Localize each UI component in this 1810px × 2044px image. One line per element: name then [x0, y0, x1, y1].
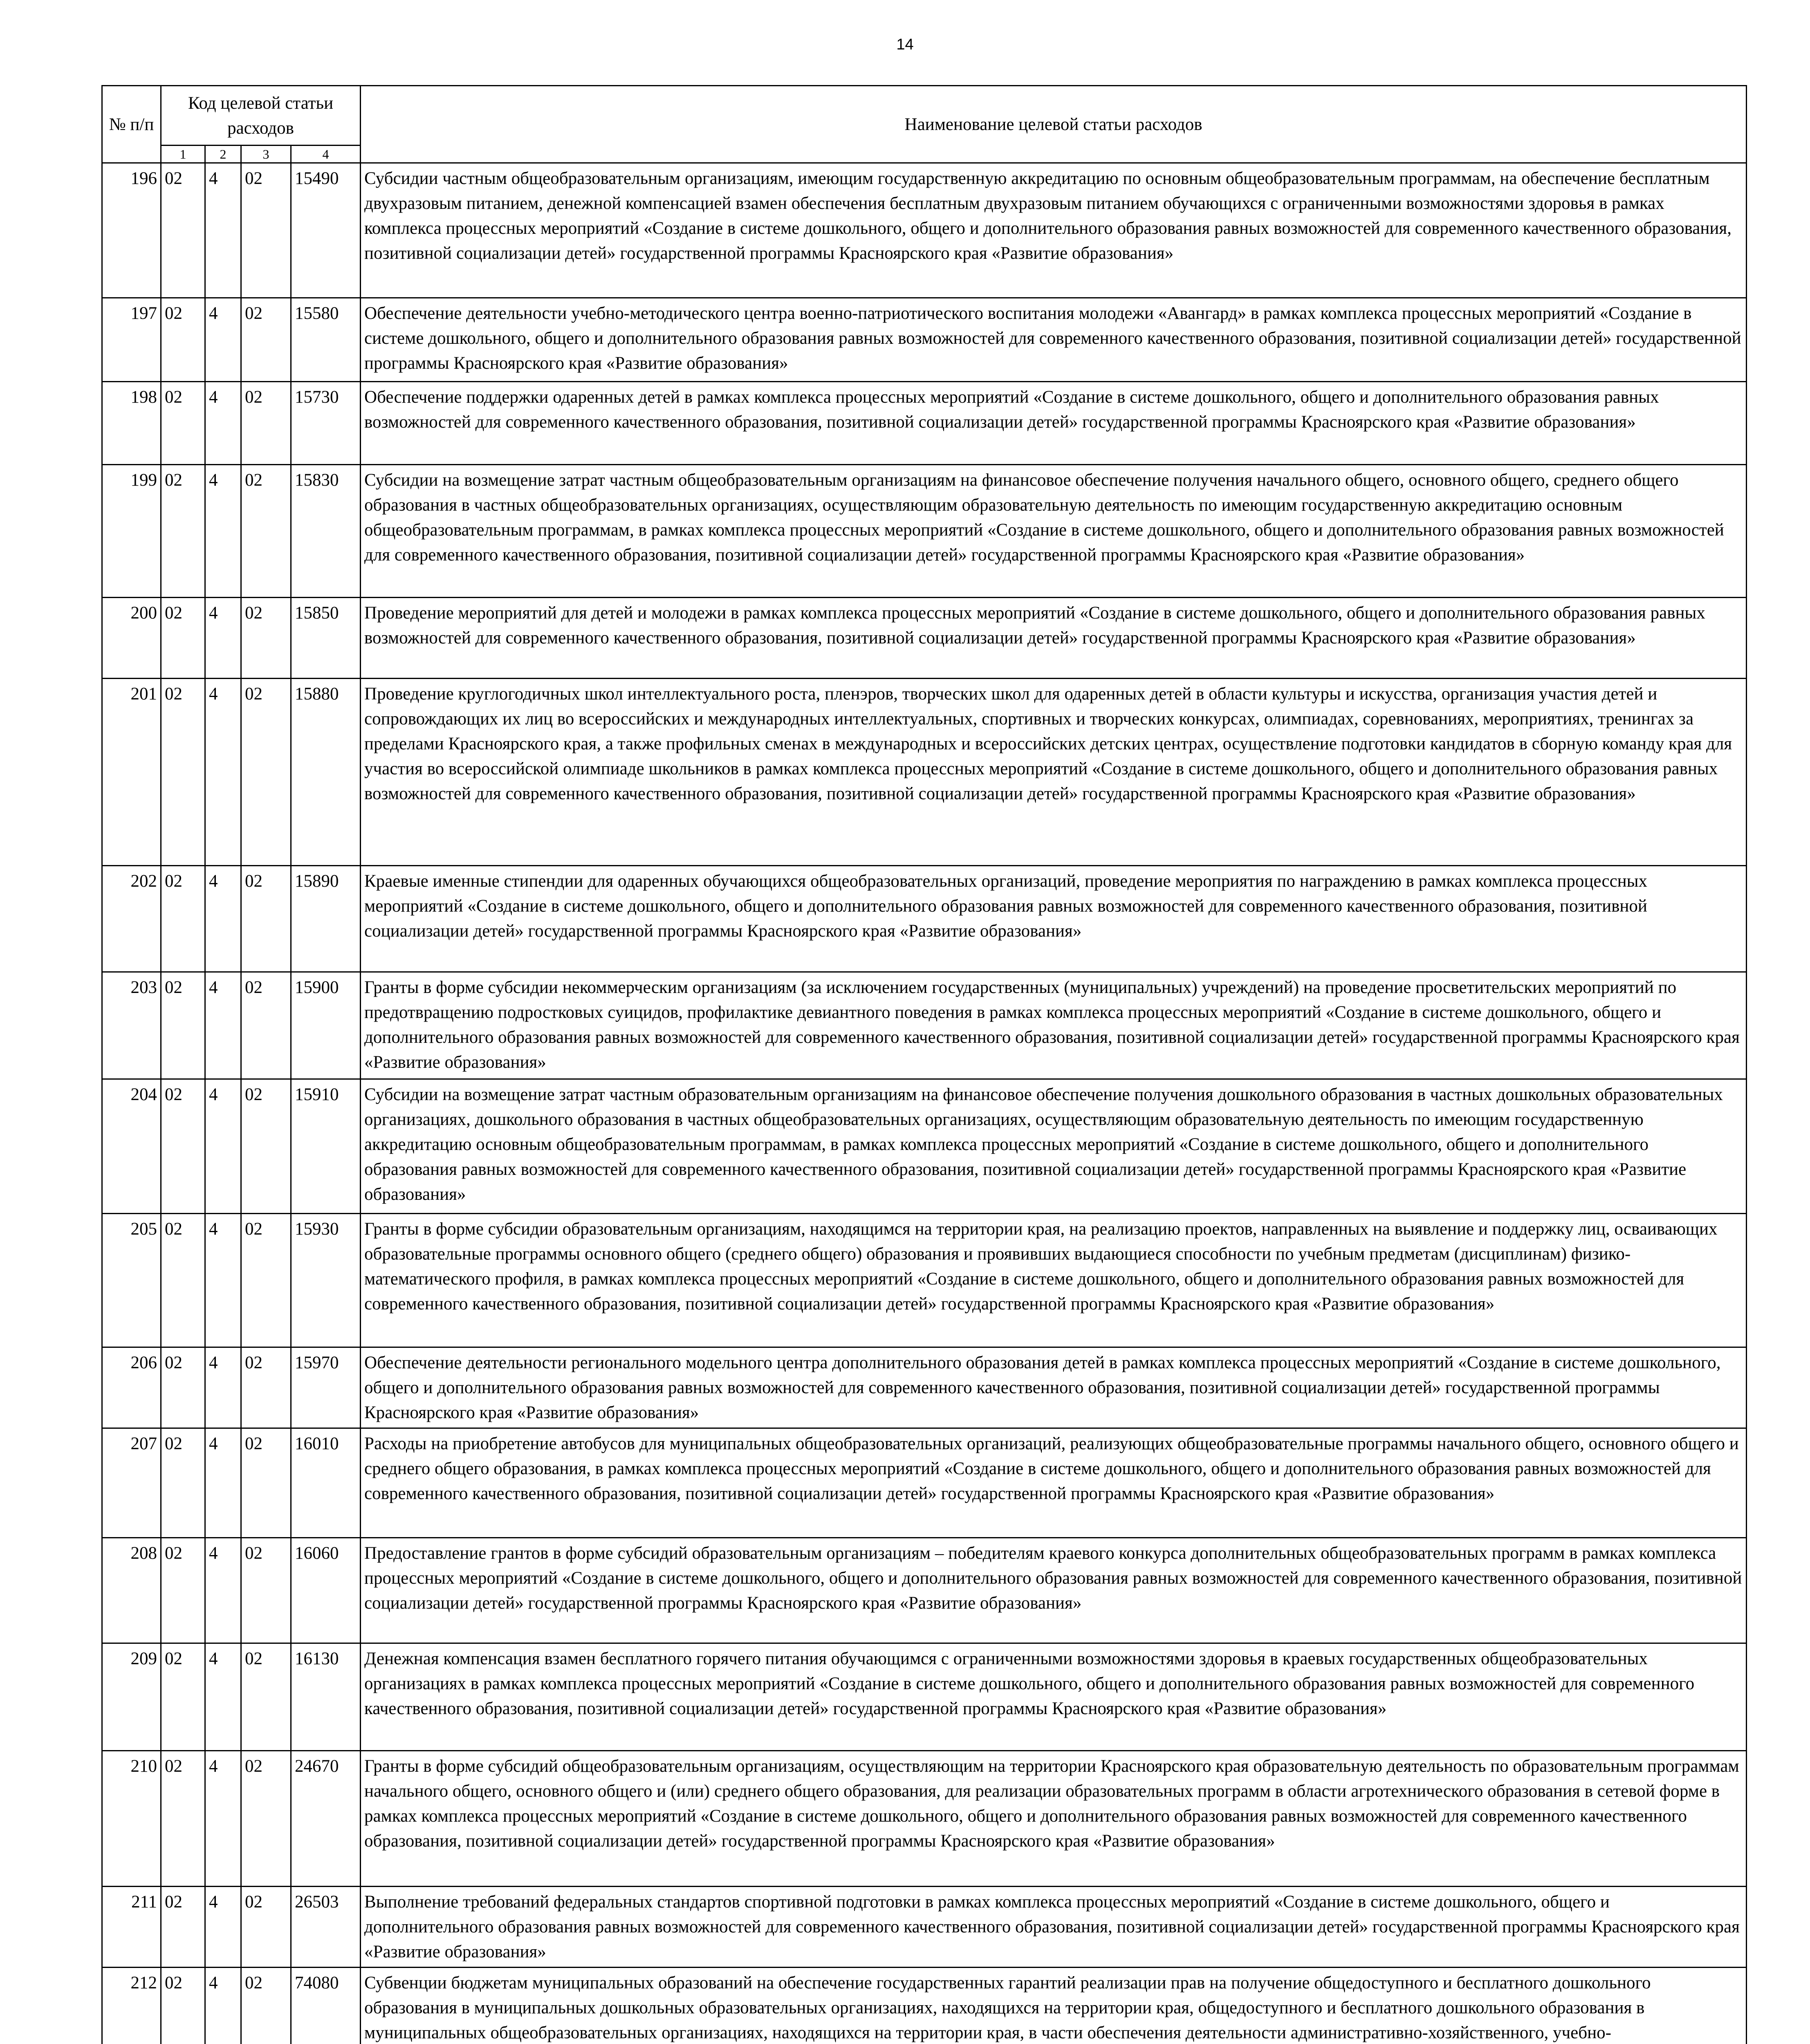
code-part-3: 02: [241, 679, 291, 866]
code-part-1: 02: [161, 1214, 205, 1347]
code-part-4: 15850: [291, 598, 361, 679]
code-part-4: 15830: [291, 465, 361, 598]
table-row: [102, 382, 1747, 465]
code-part-2: 4: [205, 972, 241, 1079]
code-part-1: 02: [161, 1968, 205, 2044]
page-number: 14: [896, 36, 914, 53]
code-part-3: 02: [241, 1347, 291, 1428]
row-number: 208: [102, 1538, 161, 1643]
code-part-3: 02: [241, 866, 291, 972]
row-number: 202: [102, 866, 161, 972]
expense-item-name: Обеспечение деятельности учебно-методического центра военно-патриотического воспитания молодежи «Авангард» в рамках комплекса процессных мероприятий «Создание в системе дошкольного, общего и дополнительного образования равных возможностей для современного качественного образования, позитивной социализации детей» государственной программы Красноярского края «Развитие образования»: [361, 298, 1747, 382]
target-expense-items-table: [101, 85, 1747, 2044]
code-part-4: 16130: [291, 1643, 361, 1751]
table-row: [102, 1079, 1747, 1214]
expense-item-name: Субсидии частным общеобразовательным организациям, имеющим государственную аккредитацию по основным общеобразовательным программам, на обеспечение бесплатным двухразовым питанием, денежной компенсацией взамен обеспечения бесплатным двухразовым питанием обучающихся с ограниченными возможностями здоровья в рамках комплекса процессных мероприятий «Создание в системе дошкольного, общего и дополнительного образования равных возможностей для современного качественного образования, позитивной социализации детей» государственной программы Красноярского края «Развитие образования»: [361, 163, 1747, 298]
code-part-2: 4: [205, 598, 241, 679]
table-row: [102, 1538, 1747, 1643]
code-part-2: 4: [205, 1968, 241, 2044]
row-number: 207: [102, 1428, 161, 1538]
code-part-1: 02: [161, 866, 205, 972]
table-row: [102, 1643, 1747, 1751]
code-part-3: 02: [241, 382, 291, 465]
expense-item-name: Субвенции бюджетам муниципальных образований на обеспечение государственных гарантий реализации прав на получение общедоступного и бесплатного дошкольного образования в муниципальных дошкольных образовательных организациях, находящихся на территории края, общедоступного и бесплатного дошкольного образования в муниципальных общеобразовательных организациях, находящихся на территории края, в части обеспечения деятельности административно-хозяйственного, учебно-: [361, 1968, 1747, 2044]
expense-item-name: Краевые именные стипендии для одаренных обучающихся общеобразовательных организаций, проведение мероприятия по награждению в рамках комплекса процессных мероприятий «Создание в системе дошкольного, общего и дополнительного образования равных возможностей для современного качественного образования, позитивной социализации детей» государственной программы Красноярского края «Развитие образования»: [361, 866, 1747, 972]
code-part-1: 02: [161, 598, 205, 679]
code-part-3: 02: [241, 1079, 291, 1214]
code-part-2: 4: [205, 1887, 241, 1968]
expense-item-name: Обеспечение деятельности регионального модельного центра дополнительного образования детей в рамках комплекса процессных мероприятий «Создание в системе дошкольного, общего и дополнительного образования равных возможностей для современного качественного образования, позитивной социализации детей» государственной программы Красноярского края «Развитие образования»: [361, 1347, 1747, 1428]
code-part-1: 02: [161, 1887, 205, 1968]
code-part-2: 4: [205, 1428, 241, 1538]
code-part-4: 15970: [291, 1347, 361, 1428]
row-number: 200: [102, 598, 161, 679]
code-part-1: 02: [161, 298, 205, 382]
column-number-4: 4: [291, 146, 361, 163]
column-number-1: 1: [161, 146, 205, 163]
code-part-3: 02: [241, 1968, 291, 2044]
code-part-2: 4: [205, 298, 241, 382]
code-part-1: 02: [161, 1643, 205, 1751]
code-part-3: 02: [241, 1751, 291, 1887]
code-part-2: 4: [205, 1751, 241, 1887]
code-part-2: 4: [205, 679, 241, 866]
row-number: 210: [102, 1751, 161, 1887]
expense-item-name: Гранты в форме субсидий общеобразовательным организациям, осуществляющим на территории Красноярского края образовательную деятельность по образовательным программам начального общего, основного общего и (или) среднего общего образования, для реализации образовательных программ в области агротехнического образования в сетевой форме в рамках комплекса процессных мероприятий «Создание в системе дошкольного, общего и дополнительного образования равных возможностей для современного качественного образования, позитивной социализации детей» государственной программы Красноярского края «Развитие образования»: [361, 1751, 1747, 1887]
code-part-3: 02: [241, 1428, 291, 1538]
code-part-3: 02: [241, 1887, 291, 1968]
code-part-4: 15910: [291, 1079, 361, 1214]
table-row: [102, 1214, 1747, 1347]
code-part-3: 02: [241, 465, 291, 598]
header-expense-code: Код целевой статьи расходов: [161, 86, 361, 146]
column-number-2: 2: [205, 146, 241, 163]
code-part-3: 02: [241, 1643, 291, 1751]
code-part-2: 4: [205, 465, 241, 598]
code-part-4: 15890: [291, 866, 361, 972]
table-row: [102, 465, 1747, 598]
table-row: [102, 598, 1747, 679]
row-number: 209: [102, 1643, 161, 1751]
expense-item-name: Денежная компенсация взамен бесплатного горячего питания обучающимся с ограниченными возможностями здоровья в краевых государственных общеобразовательных организациях в рамках комплекса процессных мероприятий «Создание в системе дошкольного, общего и дополнительного образования равных возможностей для современного качественного образования, позитивной социализации детей» государственной программы Красноярского края «Развитие образования»: [361, 1643, 1747, 1751]
code-part-2: 4: [205, 866, 241, 972]
code-part-1: 02: [161, 382, 205, 465]
code-part-4: 74080: [291, 1968, 361, 2044]
table-row: [102, 298, 1747, 382]
code-part-2: 4: [205, 382, 241, 465]
expense-item-name: Гранты в форме субсидии образовательным организациям, находящимся на территории края, на реализацию проектов, направленных на выявление и поддержку лиц, осваивающих образовательные программы основного общего (среднего общего) образования и проявивших выдающиеся способности по учебным предметам (дисциплинам) физико-математического профиля, в рамках комплекса процессных мероприятий «Создание в системе дошкольного, общего и дополнительного образования равных возможностей для современного качественного образования, позитивной социализации детей» государственной программы Красноярского края «Развитие образования»: [361, 1214, 1747, 1347]
table-row: [102, 866, 1747, 972]
table-row: [102, 1751, 1747, 1887]
table-row: [102, 679, 1747, 866]
code-part-1: 02: [161, 1428, 205, 1538]
expense-item-name: Обеспечение поддержки одаренных детей в рамках комплекса процессных мероприятий «Создание в системе дошкольного, общего и дополнительного образования равных возможностей для современного качественного образования, позитивной социализации детей» государственной программы Красноярского края «Развитие образования»: [361, 382, 1747, 465]
row-number: 196: [102, 163, 161, 298]
code-part-4: 16010: [291, 1428, 361, 1538]
code-part-1: 02: [161, 1347, 205, 1428]
table-row: [102, 163, 1747, 298]
header-expense-name: Наименование целевой статьи расходов: [361, 86, 1747, 163]
code-part-4: 15880: [291, 679, 361, 866]
column-number-3: 3: [241, 146, 291, 163]
table-row: [102, 1428, 1747, 1538]
code-part-2: 4: [205, 1643, 241, 1751]
code-part-2: 4: [205, 1347, 241, 1428]
code-part-4: 16060: [291, 1538, 361, 1643]
code-part-2: 4: [205, 1538, 241, 1643]
row-number: 205: [102, 1214, 161, 1347]
code-part-1: 02: [161, 465, 205, 598]
expense-item-name: Субсидии на возмещение затрат частным общеобразовательным организациям на финансовое обеспечение получения начального общего, основного общего, среднего общего образования в частных общеобразовательных организациях, осуществляющим образовательную деятельность по имеющим государственную аккредитацию основным общеобразовательным программам, в рамках комплекса процессных мероприятий «Создание в системе дошкольного, общего и дополнительного образования равных возможностей для современного качественного образования, позитивной социализации детей» государственной программы Красноярского края «Развитие образования»: [361, 465, 1747, 598]
table-row: [102, 1347, 1747, 1428]
expense-item-name: Расходы на приобретение автобусов для муниципальных общеобразовательных организаций, реализующих общеобразовательные программы начального общего, основного общего и среднего общего образования, в рамках комплекса процессных мероприятий «Создание в системе дошкольного, общего и дополнительного образования равных возможностей для современного качественного образования, позитивной социализации детей» государственной программы Красноярского края «Развитие образования»: [361, 1428, 1747, 1538]
table-row: [102, 972, 1747, 1079]
code-part-3: 02: [241, 972, 291, 1079]
code-part-2: 4: [205, 163, 241, 298]
code-part-2: 4: [205, 1079, 241, 1214]
header-row-number: № п/п: [102, 86, 161, 163]
code-part-3: 02: [241, 1214, 291, 1347]
code-part-1: 02: [161, 679, 205, 866]
row-number: 197: [102, 298, 161, 382]
table-row: [102, 1887, 1747, 1968]
row-number: 203: [102, 972, 161, 1079]
expense-item-name: Субсидии на возмещение затрат частным образовательным организациям на финансовое обеспечение получения дошкольного образования в частных дошкольных образовательных организациях, дошкольного образования в частных общеобразовательных организациях, осуществляющим образовательную деятельность по имеющим государственную аккредитацию основным общеобразовательным программам, в рамках комплекса процессных мероприятий «Создание в системе дошкольного, общего и дополнительного образования равных возможностей для современного качественного образования, позитивной социализации детей» государственной программы Красноярского края «Развитие образования»: [361, 1079, 1747, 1214]
code-part-1: 02: [161, 1751, 205, 1887]
code-part-3: 02: [241, 298, 291, 382]
expense-item-name: Гранты в форме субсидии некоммерческим организациям (за исключением государственных (муниципальных) учреждений) на проведение просветительских мероприятий по предотвращению подростковых суицидов, профилактике девиантного поведения в рамках комплекса процессных мероприятий «Создание в системе дошкольного, общего и дополнительного образования равных возможностей для современного качественного образования, позитивной социализации детей» государственной программы Красноярского края «Развитие образования»: [361, 972, 1747, 1079]
expense-item-name: Выполнение требований федеральных стандартов спортивной подготовки в рамках комплекса процессных мероприятий «Создание в системе дошкольного, общего и дополнительного образования равных возможностей для современного качественного образования, позитивной социализации детей» государственной программы Красноярского края «Развитие образования»: [361, 1887, 1747, 1968]
code-part-4: 24670: [291, 1751, 361, 1887]
code-part-3: 02: [241, 1538, 291, 1643]
code-part-4: 15900: [291, 972, 361, 1079]
expense-item-name: Проведение мероприятий для детей и молодежи в рамках комплекса процессных мероприятий «Создание в системе дошкольного, общего и дополнительного образования равных возможностей для современного качественного образования, позитивной социализации детей» государственной программы Красноярского края «Развитие образования»: [361, 598, 1747, 679]
expense-item-name: Проведение круглогодичных школ интеллектуального роста, пленэров, творческих школ для одаренных детей в области культуры и искусства, организация участия детей и сопровождающих их лиц во всероссийских и международных интеллектуальных, спортивных и творческих конкурсах, олимпиадах, соревнованиях, мероприятиях, тренингах за пределами Красноярского края, а также профильных сменах в международных и всероссийских детских центрах, осуществление подготовки кандидатов в сборную команду края для участия во всероссийской олимпиаде школьников в рамках комплекса процессных мероприятий «Создание в системе дошкольного, общего и дополнительного образования равных возможностей для современного качественного образования, позитивной социализации детей» государственной программы Красноярского края «Развитие образования»: [361, 679, 1747, 866]
row-number: 201: [102, 679, 161, 866]
code-part-4: 26503: [291, 1887, 361, 1968]
code-part-4: 15930: [291, 1214, 361, 1347]
code-part-3: 02: [241, 598, 291, 679]
code-part-2: 4: [205, 1214, 241, 1347]
table-row: [102, 1968, 1747, 2044]
code-part-4: 15730: [291, 382, 361, 465]
row-number: 204: [102, 1079, 161, 1214]
code-part-1: 02: [161, 1079, 205, 1214]
row-number: 212: [102, 1968, 161, 2044]
row-number: 206: [102, 1347, 161, 1428]
code-part-3: 02: [241, 163, 291, 298]
code-part-1: 02: [161, 1538, 205, 1643]
row-number: 198: [102, 382, 161, 465]
code-part-4: 15490: [291, 163, 361, 298]
code-part-1: 02: [161, 163, 205, 298]
expense-item-name: Предоставление грантов в форме субсидий образовательным организациям – победителям краевого конкурса дополнительных общеобразовательных программ в рамках комплекса процессных мероприятий «Создание в системе дошкольного, общего и дополнительного образования равных возможностей для современного качественного образования, позитивной социализации детей» государственной программы Красноярского края «Развитие образования»: [361, 1538, 1747, 1643]
code-part-1: 02: [161, 972, 205, 1079]
code-part-4: 15580: [291, 298, 361, 382]
row-number: 211: [102, 1887, 161, 1968]
row-number: 199: [102, 465, 161, 598]
